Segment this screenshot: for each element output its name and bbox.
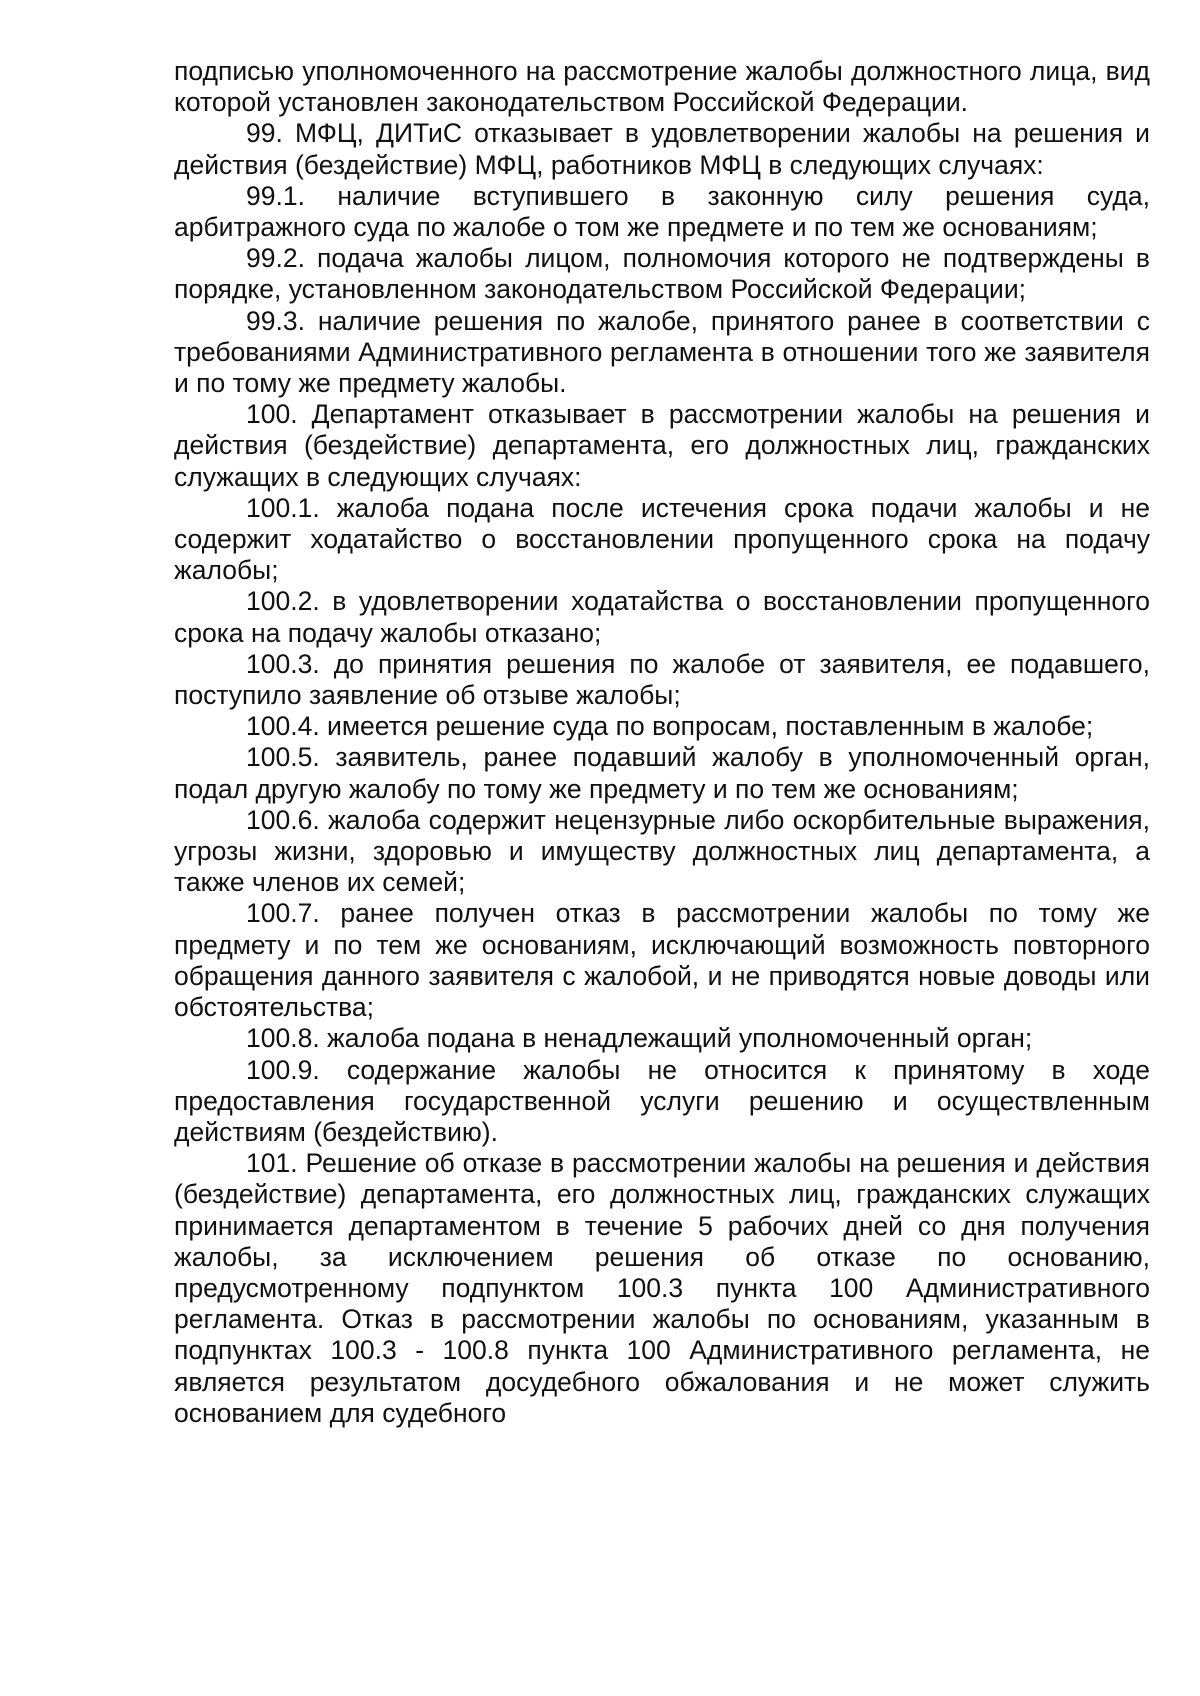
paragraph-100-3: 100.3. до принятия решения по жалобе от заявителя, ее подавшего, поступило заявление об отзыве жалобы; bbox=[174, 648, 1150, 711]
paragraph-99: 99. МФЦ, ДИТиС отказывает в удовлетворении жалобы на решения и действия (бездействие) МФЦ, работников МФЦ в следующих случаях: bbox=[174, 118, 1150, 180]
document-body bbox=[174, 56, 1150, 1429]
paragraph-continuation: подписью уполномоченного на рассмотрение жалобы должностного лица, вид которой установлен законодательством Российской Федерации. bbox=[174, 56, 1150, 118]
paragraph-100-8: 100.8. жалоба подана в ненадлежащий уполномоченный орган; bbox=[246, 1023, 1033, 1054]
paragraph-99-2: 99.2. подача жалобы лицом, полномочия которого не подтверждены в порядке, установленном законодательством Российской Федерации; bbox=[174, 243, 1150, 305]
paragraph-100-4: 100.4. имеется решение суда по вопросам, поставленным в жалобе; bbox=[246, 711, 1094, 742]
paragraph-101: 101. Решение об отказе в рассмотрении жалобы на решения и действия (бездействие) департамента, его должностных лиц, гражданских служащих принимается департаментом в течение 5 рабочих дней со дня получения жалобы, за исключением решения об отказе по основанию, предусмотренному подпунктом 100.3 пункта 100 Административного регламента. Отказ в рассмотрении жалобы по основаниям, указанным в подпунктах 100.3 - 100.8 пункта 100 Административного регламента, не является результатом досудебного обжалования и не может служить основанием для судебного bbox=[174, 1148, 1150, 1428]
paragraph-100-7: 100.7. ранее получен отказ в рассмотрении жалобы по тому же предмету и по тем же основаниям, исключающий возможность повторного обращения данного заявителя с жалобой, и не приводятся новые доводы или обстоятельства; bbox=[174, 898, 1150, 1023]
paragraph-100-9: 100.9. содержание жалобы не относится к принятому в ходе предоставления государственной услуги решению и осуществленным действиям (бездействию). bbox=[174, 1054, 1150, 1147]
paragraph-99-1: 99.1. наличие вступившего в законную силу решения суда, арбитражного суда по жалобе о том же предмете и по тем же основаниям; bbox=[174, 180, 1150, 243]
paragraph-99-3: 99.3. наличие решения по жалобе, принятого ранее в соответствии с требованиями Административного регламента в отношении того же заявителя и по тому же предмету жалобы. bbox=[174, 305, 1150, 399]
paragraph-100: 100. Департамент отказывает в рассмотрении жалобы на решения и действия (бездействие) департамента, его должностных лиц, гражданских служащих в следующих случаях: bbox=[174, 399, 1150, 492]
paragraph-100-6: 100.6. жалоба содержит нецензурные либо оскорбительные выражения, угрозы жизни, здоровью и имуществу должностных лиц департамента, а также членов их семей; bbox=[174, 804, 1150, 898]
paragraph-100-1: 100.1. жалоба подана после истечения срока подачи жалобы и не содержит ходатайство о восстановлении пропущенного срока на подачу жалобы; bbox=[174, 492, 1150, 586]
paragraph-100-2: 100.2. в удовлетворении ходатайства о восстановлении пропущенного срока на подачу жалобы отказано; bbox=[174, 586, 1150, 648]
paragraph-100-5: 100.5. заявитель, ранее подавший жалобу в уполномоченный орган, подал другую жалобу по тому же предмету и по тем же основаниям; bbox=[174, 742, 1150, 804]
